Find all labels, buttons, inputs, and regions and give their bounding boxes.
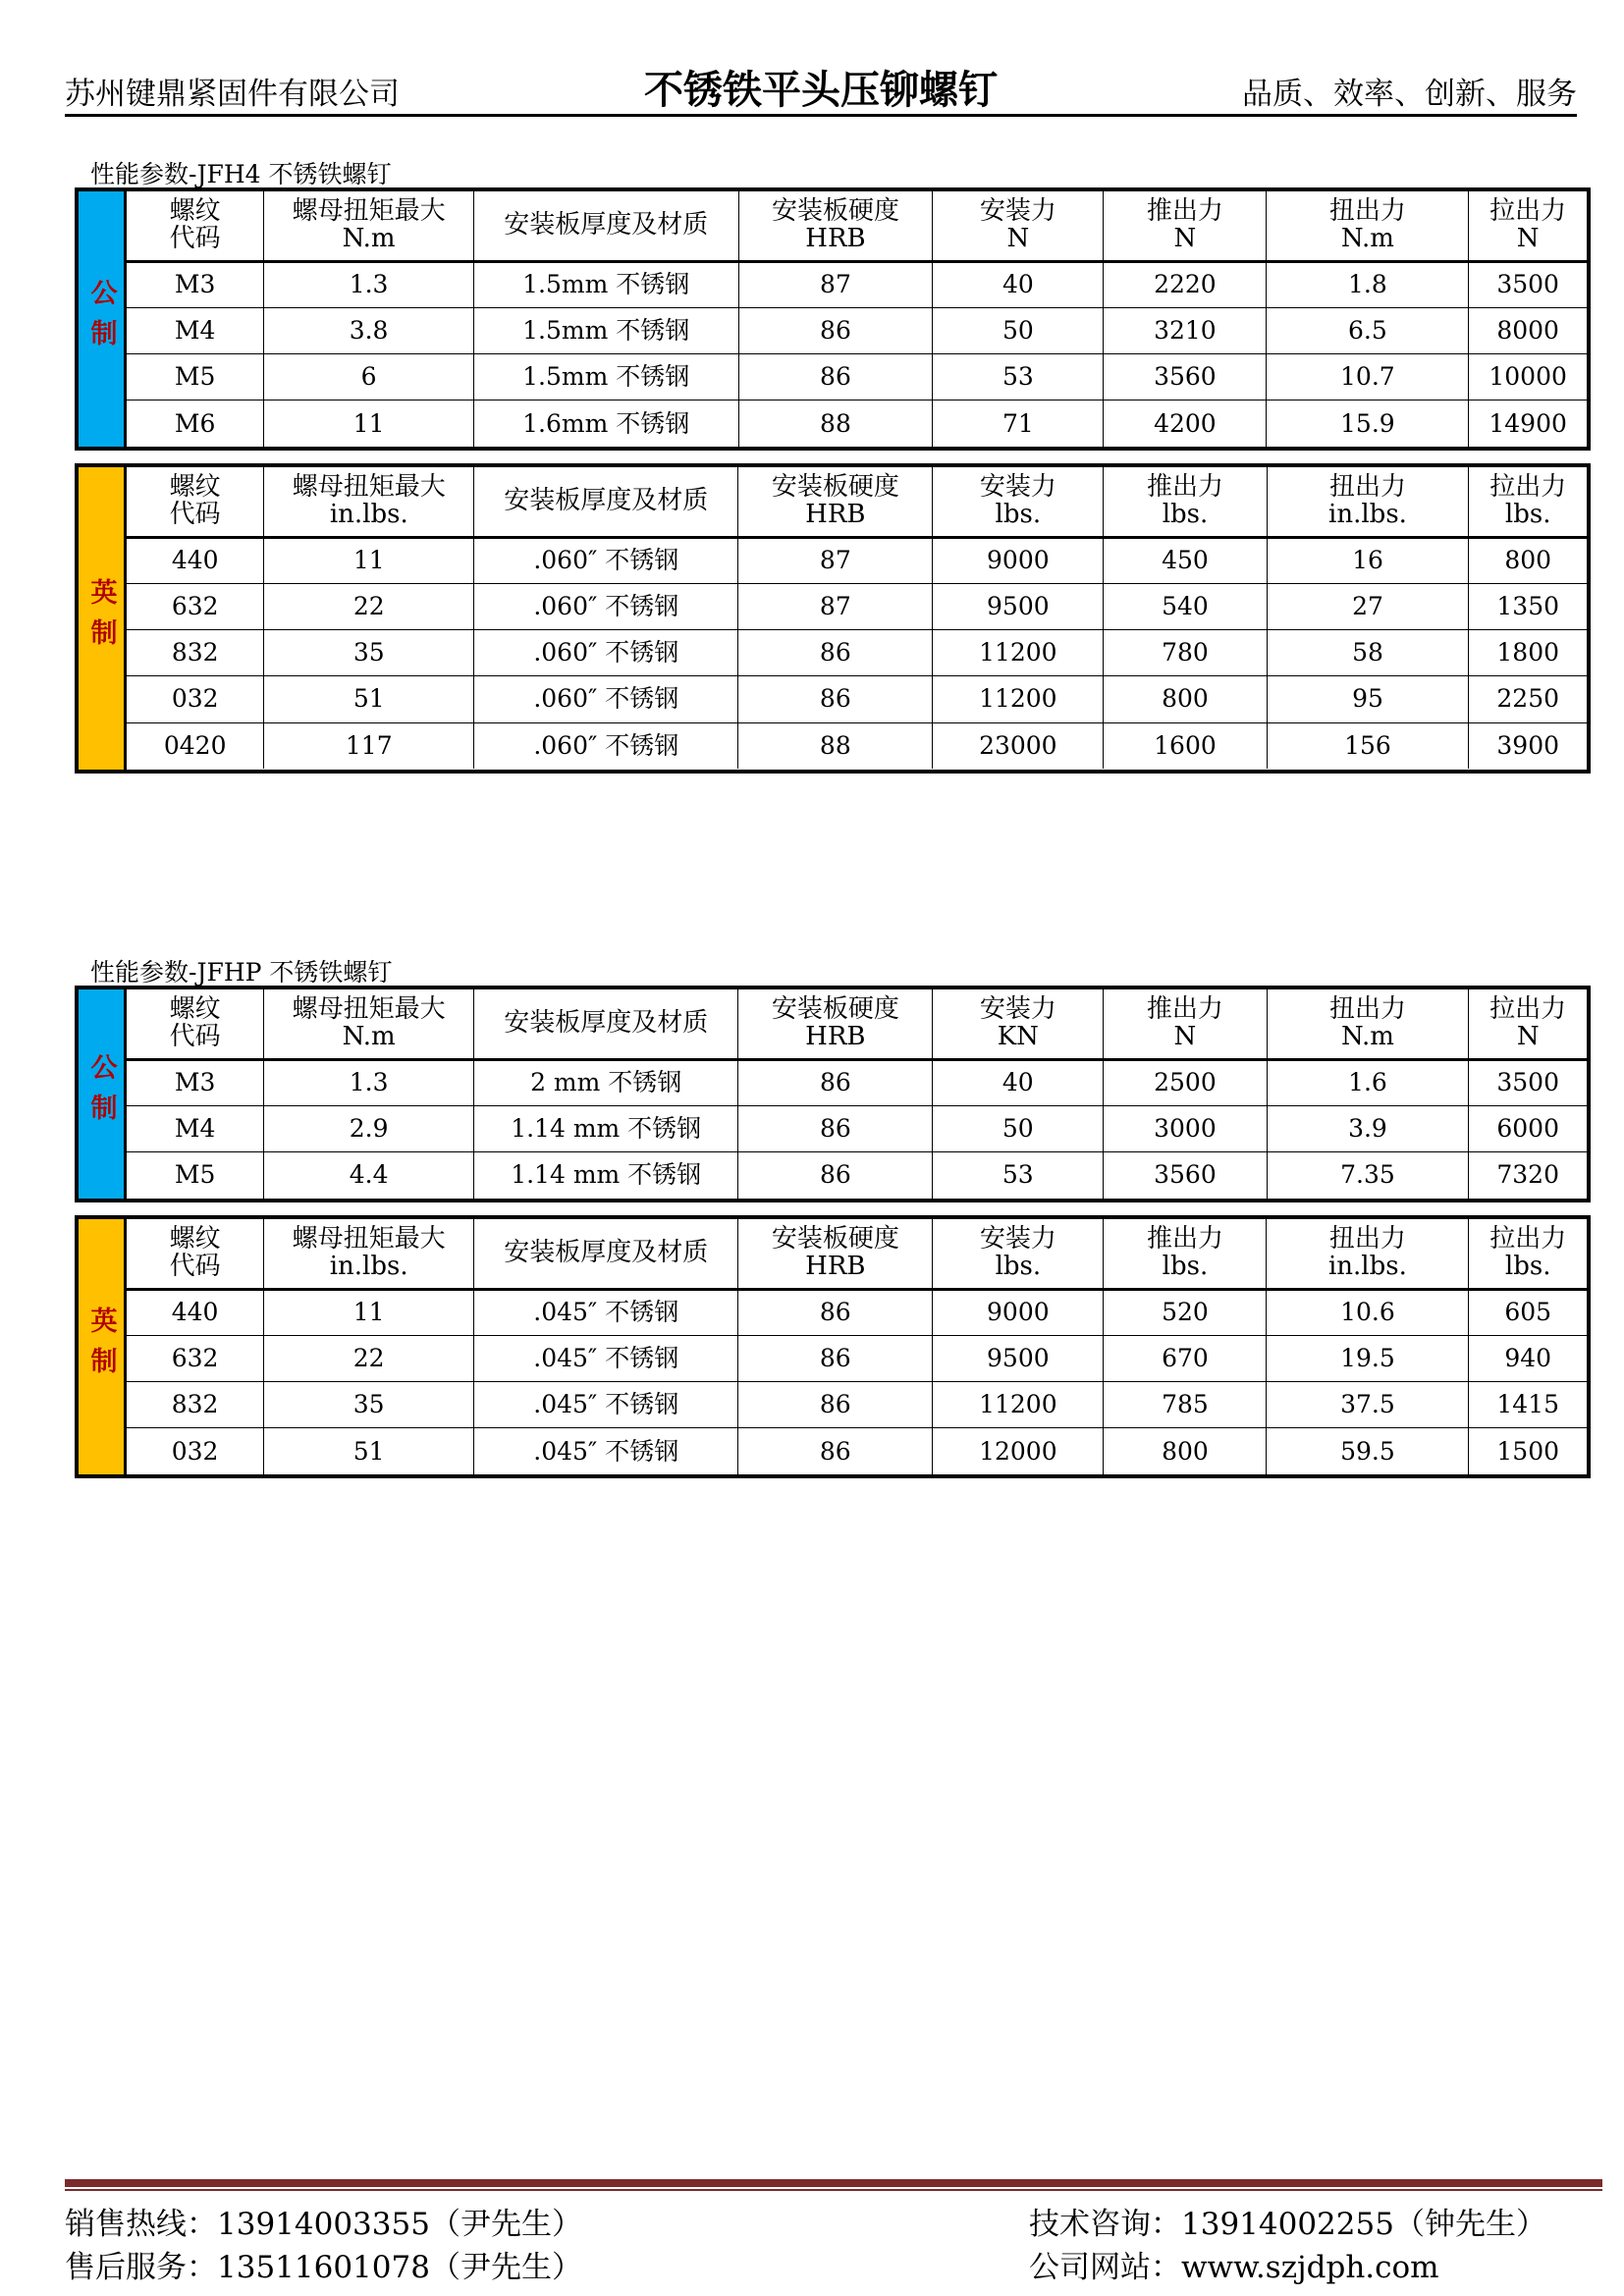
column-header xyxy=(738,989,933,1059)
column-header xyxy=(1469,989,1587,1059)
table-cell: 3.8 xyxy=(264,307,474,353)
table-cell: 40 xyxy=(933,261,1104,307)
table-row xyxy=(127,1428,1587,1474)
table-cell: 11 xyxy=(264,537,474,583)
column-header-unit: N xyxy=(1006,223,1030,253)
column-header xyxy=(264,191,474,261)
column-header xyxy=(474,1219,738,1289)
table-cell: 540 xyxy=(1104,583,1267,629)
table-cell: 800 xyxy=(1104,1428,1267,1474)
table-cell: 23000 xyxy=(933,722,1104,769)
column-header-unit: lbs. xyxy=(995,499,1042,529)
column-header xyxy=(1267,467,1469,537)
system-tag xyxy=(79,989,127,1199)
table-cell: 1.5mm 不锈钢 xyxy=(473,354,738,400)
company-website: 公司网站：www.szjdph.com xyxy=(1029,2250,1439,2285)
tech-consult: 技术咨询：13914002255（钟先生） xyxy=(1029,2207,1546,2242)
column-header-label: 推出力 xyxy=(1146,994,1223,1025)
column-header-label: 推出力 xyxy=(1146,196,1223,227)
column-header-unit: 代码 xyxy=(169,499,221,529)
table-cell: 19.5 xyxy=(1267,1335,1469,1381)
column-header-unit: N xyxy=(1516,223,1540,253)
table-cell: 11 xyxy=(264,1289,474,1335)
table-cell: 9500 xyxy=(933,583,1104,629)
column-header-label: 安装板硬度 xyxy=(771,472,899,503)
column-header-label: 推出力 xyxy=(1146,472,1223,503)
column-header-unit: in.lbs. xyxy=(1328,499,1407,529)
table-cell: 88 xyxy=(738,400,933,447)
column-header-unit: 代码 xyxy=(169,1251,221,1281)
table-cell: 11200 xyxy=(933,630,1104,676)
table-cell: 2.9 xyxy=(264,1105,474,1151)
table-cell: 4.4 xyxy=(264,1152,474,1199)
column-header-label: 螺纹 xyxy=(169,1224,221,1255)
column-header xyxy=(264,467,474,537)
column-header-label: 螺纹 xyxy=(169,994,221,1025)
column-header-label: 安装力 xyxy=(979,994,1056,1025)
table-cell: 40 xyxy=(933,1059,1104,1105)
system-tag xyxy=(79,467,127,770)
table-cell: M4 xyxy=(127,307,264,353)
table-cell: 780 xyxy=(1104,630,1267,676)
footer-divider xyxy=(65,2179,1602,2187)
table-cell: 95 xyxy=(1267,676,1469,722)
table-cell: 71 xyxy=(933,400,1104,447)
imperial-spec-block xyxy=(75,463,1591,774)
column-header-label: 螺纹 xyxy=(169,196,221,227)
table-cell: 632 xyxy=(127,1335,264,1381)
column-header-label: 螺母扭矩最大 xyxy=(292,472,446,503)
column-header-unit: N.m xyxy=(1340,1021,1394,1051)
table-cell: 10.7 xyxy=(1267,354,1469,400)
column-header-label: 螺母扭矩最大 xyxy=(292,994,446,1025)
column-header xyxy=(473,191,738,261)
table-cell: 10000 xyxy=(1469,354,1587,400)
table-cell: 11200 xyxy=(933,676,1104,722)
table-header-row xyxy=(127,467,1587,537)
table-cell: M5 xyxy=(127,1152,264,1199)
column-header xyxy=(1267,1219,1469,1289)
column-header-unit: in.lbs. xyxy=(329,1251,408,1281)
table-cell: 1.5mm 不锈钢 xyxy=(473,307,738,353)
table-cell: 53 xyxy=(933,354,1104,400)
table-cell: 1.14 mm 不锈钢 xyxy=(474,1152,738,1199)
column-header-unit: N xyxy=(1173,223,1197,253)
table-cell: .060″ 不锈钢 xyxy=(474,722,738,769)
table-cell: 1350 xyxy=(1469,583,1587,629)
column-header xyxy=(474,467,738,537)
table-cell: 032 xyxy=(127,676,264,722)
table-cell: 86 xyxy=(738,1059,933,1105)
table-header-row xyxy=(127,989,1587,1059)
table-cell: 832 xyxy=(127,630,264,676)
table-cell: 9500 xyxy=(933,1335,1104,1381)
column-header-label: 扭出力 xyxy=(1328,994,1406,1025)
table-cell: .045″ 不锈钢 xyxy=(474,1428,738,1474)
table-row xyxy=(127,583,1587,629)
section-title: 性能参数-JFH4 不锈铁螺钉 xyxy=(90,160,392,188)
column-header-unit: in.lbs. xyxy=(329,499,408,529)
table-cell: 86 xyxy=(738,1382,933,1428)
column-header xyxy=(264,1219,474,1289)
table-cell: 86 xyxy=(738,307,933,353)
table-cell: .045″ 不锈钢 xyxy=(474,1382,738,1428)
table-row xyxy=(127,400,1587,447)
column-header-unit: HRB xyxy=(805,223,866,253)
column-header-unit: N.m xyxy=(342,223,396,253)
table-cell: 51 xyxy=(264,1428,474,1474)
table-cell: 0420 xyxy=(127,722,264,769)
table-cell: 785 xyxy=(1104,1382,1267,1428)
column-header-label: 安装力 xyxy=(979,196,1056,227)
table-row xyxy=(127,722,1587,769)
column-header-label: 拉出力 xyxy=(1489,994,1567,1025)
column-header-unit: N xyxy=(1516,1021,1540,1051)
table-row xyxy=(127,261,1587,307)
table-cell: 27 xyxy=(1267,583,1469,629)
table-cell: 9000 xyxy=(933,537,1104,583)
column-header xyxy=(474,989,738,1059)
column-header-label: 螺纹 xyxy=(169,472,221,503)
metric-spec-block xyxy=(75,187,1591,451)
table-cell: 1.14 mm 不锈钢 xyxy=(474,1105,738,1151)
metric-spec-block xyxy=(75,986,1591,1202)
table-cell: 35 xyxy=(264,630,474,676)
column-header-unit: lbs. xyxy=(1162,499,1209,529)
table-cell: 3.9 xyxy=(1267,1105,1469,1151)
table-cell: M3 xyxy=(127,1059,264,1105)
table-cell: 51 xyxy=(264,676,474,722)
table-cell: 87 xyxy=(738,537,933,583)
table-header-row xyxy=(127,1219,1587,1289)
column-header-label: 安装板厚度及材质 xyxy=(504,210,709,240)
table-cell: 450 xyxy=(1104,537,1267,583)
spec-table xyxy=(127,989,1587,1199)
table-cell: 35 xyxy=(264,1382,474,1428)
table-cell: 86 xyxy=(738,630,933,676)
column-header xyxy=(1104,1219,1267,1289)
table-cell: .060″ 不锈钢 xyxy=(474,676,738,722)
column-header-label: 安装力 xyxy=(979,472,1056,503)
column-header xyxy=(127,1219,264,1289)
table-row xyxy=(127,1105,1587,1151)
column-header-label: 拉出力 xyxy=(1489,472,1567,503)
table-cell: 16 xyxy=(1267,537,1469,583)
section-title: 性能参数-JFHP 不锈铁螺钉 xyxy=(90,958,393,987)
table-cell: .060″ 不锈钢 xyxy=(474,583,738,629)
table-cell: .045″ 不锈钢 xyxy=(474,1335,738,1381)
table-cell: 2500 xyxy=(1104,1059,1267,1105)
imperial-spec-block xyxy=(75,1215,1591,1478)
column-header-label: 安装板厚度及材质 xyxy=(504,1008,709,1039)
table-cell: 86 xyxy=(738,676,933,722)
table-cell: 3560 xyxy=(1104,354,1267,400)
page-title: 不锈铁平头压铆螺钉 xyxy=(644,68,998,113)
table-cell: M6 xyxy=(127,400,264,447)
table-cell: 632 xyxy=(127,583,264,629)
table-cell: 9000 xyxy=(933,1289,1104,1335)
column-header-unit: 代码 xyxy=(169,1021,221,1051)
table-row xyxy=(127,676,1587,722)
table-cell: M4 xyxy=(127,1105,264,1151)
column-header-label: 拉出力 xyxy=(1489,196,1567,227)
table-cell: 7320 xyxy=(1469,1152,1587,1199)
table-cell: 440 xyxy=(127,537,264,583)
table-cell: 1600 xyxy=(1104,722,1267,769)
table-row xyxy=(127,307,1587,353)
column-header-unit: N.m xyxy=(342,1021,396,1051)
table-cell: 2220 xyxy=(1104,261,1267,307)
table-cell: .045″ 不锈钢 xyxy=(474,1289,738,1335)
table-cell: 3000 xyxy=(1104,1105,1267,1151)
column-header-label: 拉出力 xyxy=(1489,1224,1567,1255)
company-name: 苏州键鼎紧固件有限公司 xyxy=(65,77,400,112)
company-slogan: 品质、效率、创新、服务 xyxy=(1242,77,1577,112)
column-header-label: 螺母扭矩最大 xyxy=(292,1224,446,1255)
table-cell: 86 xyxy=(738,1428,933,1474)
column-header xyxy=(127,191,264,261)
table-cell: 86 xyxy=(738,1289,933,1335)
table-cell: 2 mm 不锈钢 xyxy=(474,1059,738,1105)
column-header xyxy=(1104,191,1267,261)
column-header xyxy=(127,989,264,1059)
column-header-label: 安装板厚度及材质 xyxy=(504,1238,709,1268)
column-header xyxy=(264,989,474,1059)
table-cell: 14900 xyxy=(1469,400,1587,447)
column-header-label: 安装板硬度 xyxy=(771,994,899,1025)
column-header xyxy=(933,467,1104,537)
table-row xyxy=(127,1152,1587,1199)
table-cell: 1.6mm 不锈钢 xyxy=(473,400,738,447)
table-cell: 520 xyxy=(1104,1289,1267,1335)
sales-hotline: 销售热线：13914003355（尹先生） xyxy=(65,2207,582,2242)
column-header-unit: KN xyxy=(997,1021,1039,1051)
table-cell: 3900 xyxy=(1469,722,1587,769)
column-header xyxy=(738,191,933,261)
table-cell: 22 xyxy=(264,1335,474,1381)
column-header-label: 螺母扭矩最大 xyxy=(292,196,446,227)
system-tag-label: 公制 xyxy=(85,1053,117,1135)
footer-divider-thin xyxy=(65,2189,1602,2191)
column-header-unit: lbs. xyxy=(1162,1251,1209,1281)
column-header-label: 扭出力 xyxy=(1328,1224,1406,1255)
table-row xyxy=(127,1289,1587,1335)
system-tag-label: 英制 xyxy=(85,1307,117,1388)
table-cell: 800 xyxy=(1469,537,1587,583)
table-cell: 2250 xyxy=(1469,676,1587,722)
table-cell: 940 xyxy=(1469,1335,1587,1381)
column-header-unit: HRB xyxy=(805,1251,866,1281)
table-cell: 7.35 xyxy=(1267,1152,1469,1199)
table-cell: 440 xyxy=(127,1289,264,1335)
table-row xyxy=(127,1382,1587,1428)
column-header xyxy=(1104,989,1267,1059)
table-cell: 86 xyxy=(738,1105,933,1151)
table-cell: 6.5 xyxy=(1267,307,1469,353)
column-header-unit: N.m xyxy=(1340,223,1394,253)
column-header xyxy=(1469,467,1587,537)
table-cell: 10.6 xyxy=(1267,1289,1469,1335)
table-row xyxy=(127,630,1587,676)
table-cell: 832 xyxy=(127,1382,264,1428)
table-cell: M5 xyxy=(127,354,264,400)
table-cell: 1415 xyxy=(1469,1382,1587,1428)
column-header xyxy=(1267,191,1469,261)
column-header-label: 扭出力 xyxy=(1328,196,1406,227)
column-header-unit: lbs. xyxy=(1504,1251,1551,1281)
table-cell: 1500 xyxy=(1469,1428,1587,1474)
table-row xyxy=(127,537,1587,583)
table-cell: 58 xyxy=(1267,630,1469,676)
system-tag-label: 公制 xyxy=(85,279,117,360)
system-tag xyxy=(79,1219,127,1474)
column-header xyxy=(1469,1219,1587,1289)
table-row xyxy=(127,354,1587,400)
column-header-label: 安装板硬度 xyxy=(771,1224,899,1255)
after-sales: 售后服务：13511601078（尹先生） xyxy=(65,2250,582,2285)
table-cell: .060″ 不锈钢 xyxy=(474,537,738,583)
table-cell: 87 xyxy=(738,261,933,307)
table-cell: 670 xyxy=(1104,1335,1267,1381)
column-header xyxy=(1469,191,1587,261)
table-cell: 3500 xyxy=(1469,261,1587,307)
table-cell: .060″ 不锈钢 xyxy=(474,630,738,676)
column-header-unit: lbs. xyxy=(995,1251,1042,1281)
column-header-unit: in.lbs. xyxy=(1327,1251,1407,1281)
table-cell: 37.5 xyxy=(1267,1382,1469,1428)
column-header xyxy=(127,467,264,537)
table-cell: 3210 xyxy=(1104,307,1267,353)
table-cell: 8000 xyxy=(1469,307,1587,353)
system-tag xyxy=(79,191,127,447)
table-cell: 6000 xyxy=(1469,1105,1587,1151)
table-cell: 4200 xyxy=(1104,400,1267,447)
table-cell: 88 xyxy=(738,722,933,769)
table-cell: 117 xyxy=(264,722,474,769)
table-row xyxy=(127,1059,1587,1105)
table-cell: 156 xyxy=(1267,722,1469,769)
column-header xyxy=(738,467,933,537)
table-cell: 1.3 xyxy=(264,1059,474,1105)
table-cell: 11 xyxy=(264,400,474,447)
column-header-unit: 代码 xyxy=(169,223,221,253)
page-header xyxy=(65,59,1577,117)
table-cell: 3500 xyxy=(1469,1059,1587,1105)
spec-table xyxy=(127,1219,1587,1474)
column-header xyxy=(1267,989,1469,1059)
table-cell: M3 xyxy=(127,261,264,307)
table-cell: 800 xyxy=(1104,676,1267,722)
system-tag-label: 英制 xyxy=(85,577,117,659)
table-cell: 86 xyxy=(738,1152,933,1199)
column-header-label: 安装力 xyxy=(979,1224,1056,1255)
table-cell: 3560 xyxy=(1104,1152,1267,1199)
column-header xyxy=(933,191,1104,261)
table-cell: 50 xyxy=(933,1105,1104,1151)
table-cell: 22 xyxy=(264,583,474,629)
column-header-label: 推出力 xyxy=(1146,1224,1223,1255)
table-cell: 50 xyxy=(933,307,1104,353)
column-header-label: 安装板厚度及材质 xyxy=(504,486,709,516)
column-header-unit: HRB xyxy=(805,1021,866,1051)
table-cell: 53 xyxy=(933,1152,1104,1199)
table-cell: 15.9 xyxy=(1267,400,1469,447)
table-cell: 12000 xyxy=(933,1428,1104,1474)
column-header xyxy=(933,1219,1104,1289)
spec-table xyxy=(127,191,1587,447)
spec-table xyxy=(127,467,1587,769)
column-header-unit: N xyxy=(1173,1021,1197,1051)
table-row xyxy=(127,1335,1587,1381)
table-cell: 1800 xyxy=(1469,630,1587,676)
table-cell: 86 xyxy=(738,1335,933,1381)
table-cell: 1.6 xyxy=(1267,1059,1469,1105)
table-cell: 59.5 xyxy=(1267,1428,1469,1474)
table-cell: 1.5mm 不锈钢 xyxy=(473,261,738,307)
column-header-label: 安装板硬度 xyxy=(771,196,899,227)
table-cell: 605 xyxy=(1469,1289,1587,1335)
column-header xyxy=(738,1219,933,1289)
column-header xyxy=(933,989,1104,1059)
table-header-row xyxy=(127,191,1587,261)
column-header-unit: lbs. xyxy=(1504,499,1551,529)
table-cell: 032 xyxy=(127,1428,264,1474)
table-cell: 11200 xyxy=(933,1382,1104,1428)
column-header xyxy=(1104,467,1267,537)
column-header-unit: HRB xyxy=(805,499,866,529)
table-cell: 6 xyxy=(264,354,474,400)
table-cell: 1.8 xyxy=(1267,261,1469,307)
table-cell: 87 xyxy=(738,583,933,629)
table-cell: 86 xyxy=(738,354,933,400)
table-cell: 1.3 xyxy=(264,261,474,307)
column-header-label: 扭出力 xyxy=(1328,472,1406,503)
